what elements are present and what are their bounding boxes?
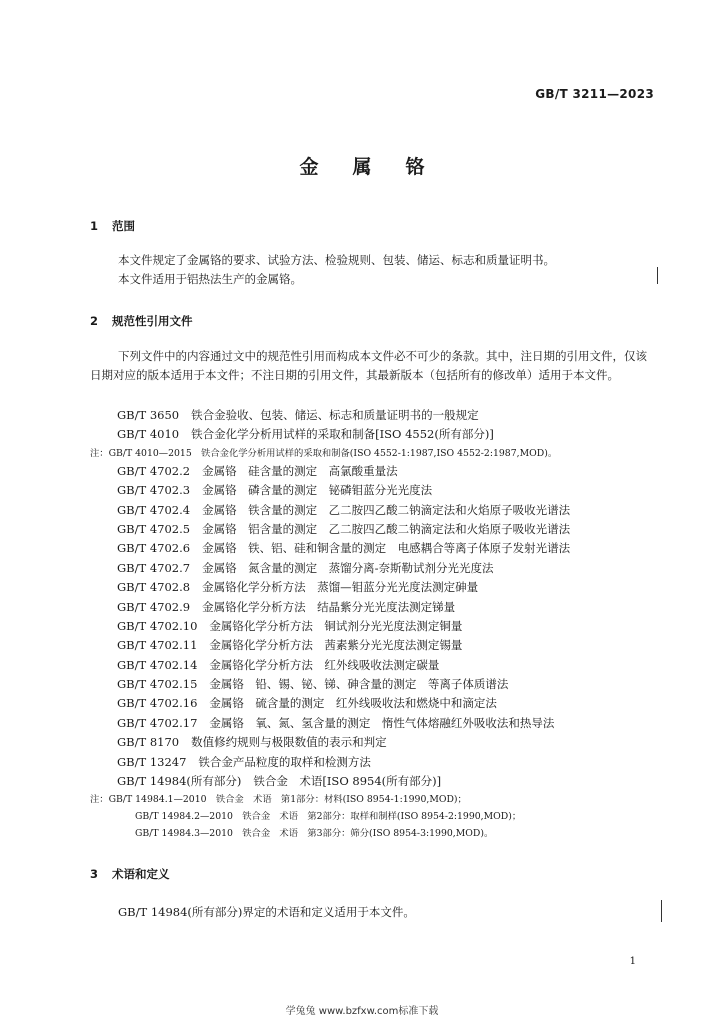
scope-paragraph: 本文件规定了金属铬的要求、试验方法、检验规则、包装、储运、标志和质量证明书。	[118, 253, 555, 267]
reference-title: 数值修约规则与极限数值的表示和判定	[191, 735, 387, 750]
change-bar	[657, 267, 658, 284]
reference-title: 金属铬 铝含量的测定 乙二胺四乙酸二钠滴定法和火焰原子吸收光谱法	[202, 521, 571, 536]
reference-code: GB/T 14984(所有部分)	[117, 774, 242, 789]
section-heading-normative-references	[90, 313, 193, 329]
reference-title: 金属铬 铁含量的测定 乙二胺四乙酸二钠滴定法和火焰原子吸收光谱法	[202, 502, 571, 517]
reference-item	[117, 733, 677, 752]
reference-item	[117, 598, 677, 617]
reference-code: GB/T 4702.6	[117, 541, 191, 556]
reference-item	[117, 520, 677, 539]
reference-note: GB/T 14984.3—2010 铁合金 术语 第3部分：筛分(ISO 8954-3:1990,MOD)。	[135, 828, 494, 840]
reference-note: 注：GB/T 4010—2015 铁合金化学分析用试样的采取和制备(ISO 4552-1:1987,ISO 4552-2:1987,MOD)。	[90, 447, 558, 459]
reference-item	[117, 636, 677, 655]
normative-intro-paragraph: 下列文件中的内容通过文中的规范性引用而构成本文件必不可少的条款。其中，注日期的引用文件，仅该日期对应的版本适用于本文件；不注日期的引用文件，其最新版本（包括所有的修改单）适用于本文件。	[90, 349, 647, 382]
reference-title: 金属铬化学分析方法 茜素紫分光光度法测定锡量	[209, 638, 463, 653]
section-heading-scope	[90, 218, 135, 234]
reference-code: GB/T 4702.9	[117, 599, 191, 614]
reference-item	[117, 772, 677, 791]
reference-item	[117, 694, 677, 713]
reference-code: GB/T 13247	[117, 754, 187, 769]
section-title: 规范性引用文件	[112, 314, 193, 328]
reference-code: GB/T 4702.17	[117, 715, 198, 730]
reference-code: GB/T 4702.16	[117, 696, 198, 711]
reference-item	[117, 406, 677, 425]
reference-list	[90, 406, 677, 842]
reference-title: 金属铬化学分析方法 蒸馏—钼蓝分光光度法测定砷量	[202, 580, 479, 595]
reference-item	[117, 675, 677, 694]
standard-code: GB/T 3211—2023	[535, 87, 654, 101]
reference-title: 金属铬 硫含量的测定 红外线吸收法和燃烧中和滴定法	[209, 696, 497, 711]
reference-item	[117, 656, 677, 675]
reference-code: GB/T 4010	[117, 427, 180, 442]
reference-title: 铁合金 术语[ISO 8954(所有部分)]	[253, 774, 442, 789]
section-number: 1	[90, 219, 99, 233]
reference-title: 金属铬化学分析方法 结晶紫分光光度法测定锑量	[202, 599, 456, 614]
reference-title: 金属铬 硅含量的测定 高氯酸重量法	[202, 463, 398, 478]
reference-item	[117, 425, 677, 444]
section-title: 范围	[112, 219, 136, 233]
section-number: 2	[90, 314, 99, 328]
reference-title: 金属铬 铁、铝、硅和铜含量的测定 电感耦合等离子体原子发射光谱法	[202, 541, 571, 556]
reference-item	[117, 501, 677, 520]
reference-code: GB/T 4702.10	[117, 618, 198, 633]
reference-title: 金属铬 磷含量的测定 铋磷钼蓝分光光度法	[202, 483, 433, 498]
reference-code: GB/T 4702.15	[117, 677, 198, 692]
reference-item	[117, 539, 677, 558]
change-bar	[661, 900, 662, 922]
scope-paragraph: 本文件适用于铝热法生产的金属铬。	[118, 272, 302, 286]
reference-item	[117, 578, 677, 597]
reference-item	[117, 481, 677, 500]
watermark-text: 学兔兔 www.bzfxw.com标准下载	[285, 1006, 439, 1017]
reference-code: GB/T 4702.5	[117, 521, 191, 536]
section-number: 3	[90, 867, 99, 881]
page-number: 1	[629, 956, 636, 967]
reference-title: 金属铬 铅、锡、铋、锑、砷含量的测定 等离子体质谱法	[209, 677, 509, 692]
reference-code: GB/T 4702.8	[117, 580, 191, 595]
reference-code: GB/T 4702.11	[117, 638, 198, 653]
reference-title: 铁合金验收、包装、储运、标志和质量证明书的一般规定	[191, 408, 479, 422]
reference-code: GB/T 3650	[117, 408, 180, 422]
reference-code: GB/T 4702.3	[117, 483, 191, 498]
section-heading-terms	[90, 866, 170, 882]
reference-item	[117, 617, 677, 636]
reference-item	[117, 462, 677, 481]
reference-item	[117, 714, 677, 733]
terms-paragraph: GB/T 14984(所有部分)界定的术语和定义适用于本文件。	[118, 905, 415, 919]
reference-item	[117, 559, 677, 578]
reference-code: GB/T 4702.7	[117, 560, 191, 575]
reference-title: 金属铬化学分析方法 铜试剂分光光度法测定铜量	[209, 618, 463, 633]
reference-title: 金属铬化学分析方法 红外线吸收法测定碳量	[209, 657, 440, 672]
reference-item	[117, 753, 677, 772]
reference-title: 金属铬 氧、氮、氢含量的测定 惰性气体熔融红外吸收法和热导法	[209, 715, 555, 730]
document-title: 金属铬	[299, 156, 459, 178]
reference-title: 金属铬 氮含量的测定 蒸馏分离-奈斯勒试剂分光光度法	[202, 560, 494, 575]
section-title: 术语和定义	[112, 867, 170, 881]
reference-title: 铁合金化学分析用试样的采取和制备[ISO 4552(所有部分)]	[191, 427, 494, 442]
reference-code: GB/T 4702.2	[117, 463, 191, 478]
reference-note: 注：GB/T 14984.1—2010 铁合金 术语 第1部分：材料(ISO 8954-1:1990,MOD)；	[90, 794, 467, 806]
reference-code: GB/T 4702.14	[117, 657, 198, 672]
reference-title: 铁合金产品粒度的取样和检测方法	[198, 754, 371, 769]
reference-code: GB/T 4702.4	[117, 502, 191, 517]
reference-note: GB/T 14984.2—2010 铁合金 术语 第2部分：取样和制样(ISO 8954-2:1990,MOD)；	[135, 811, 522, 823]
reference-code: GB/T 8170	[117, 735, 180, 750]
